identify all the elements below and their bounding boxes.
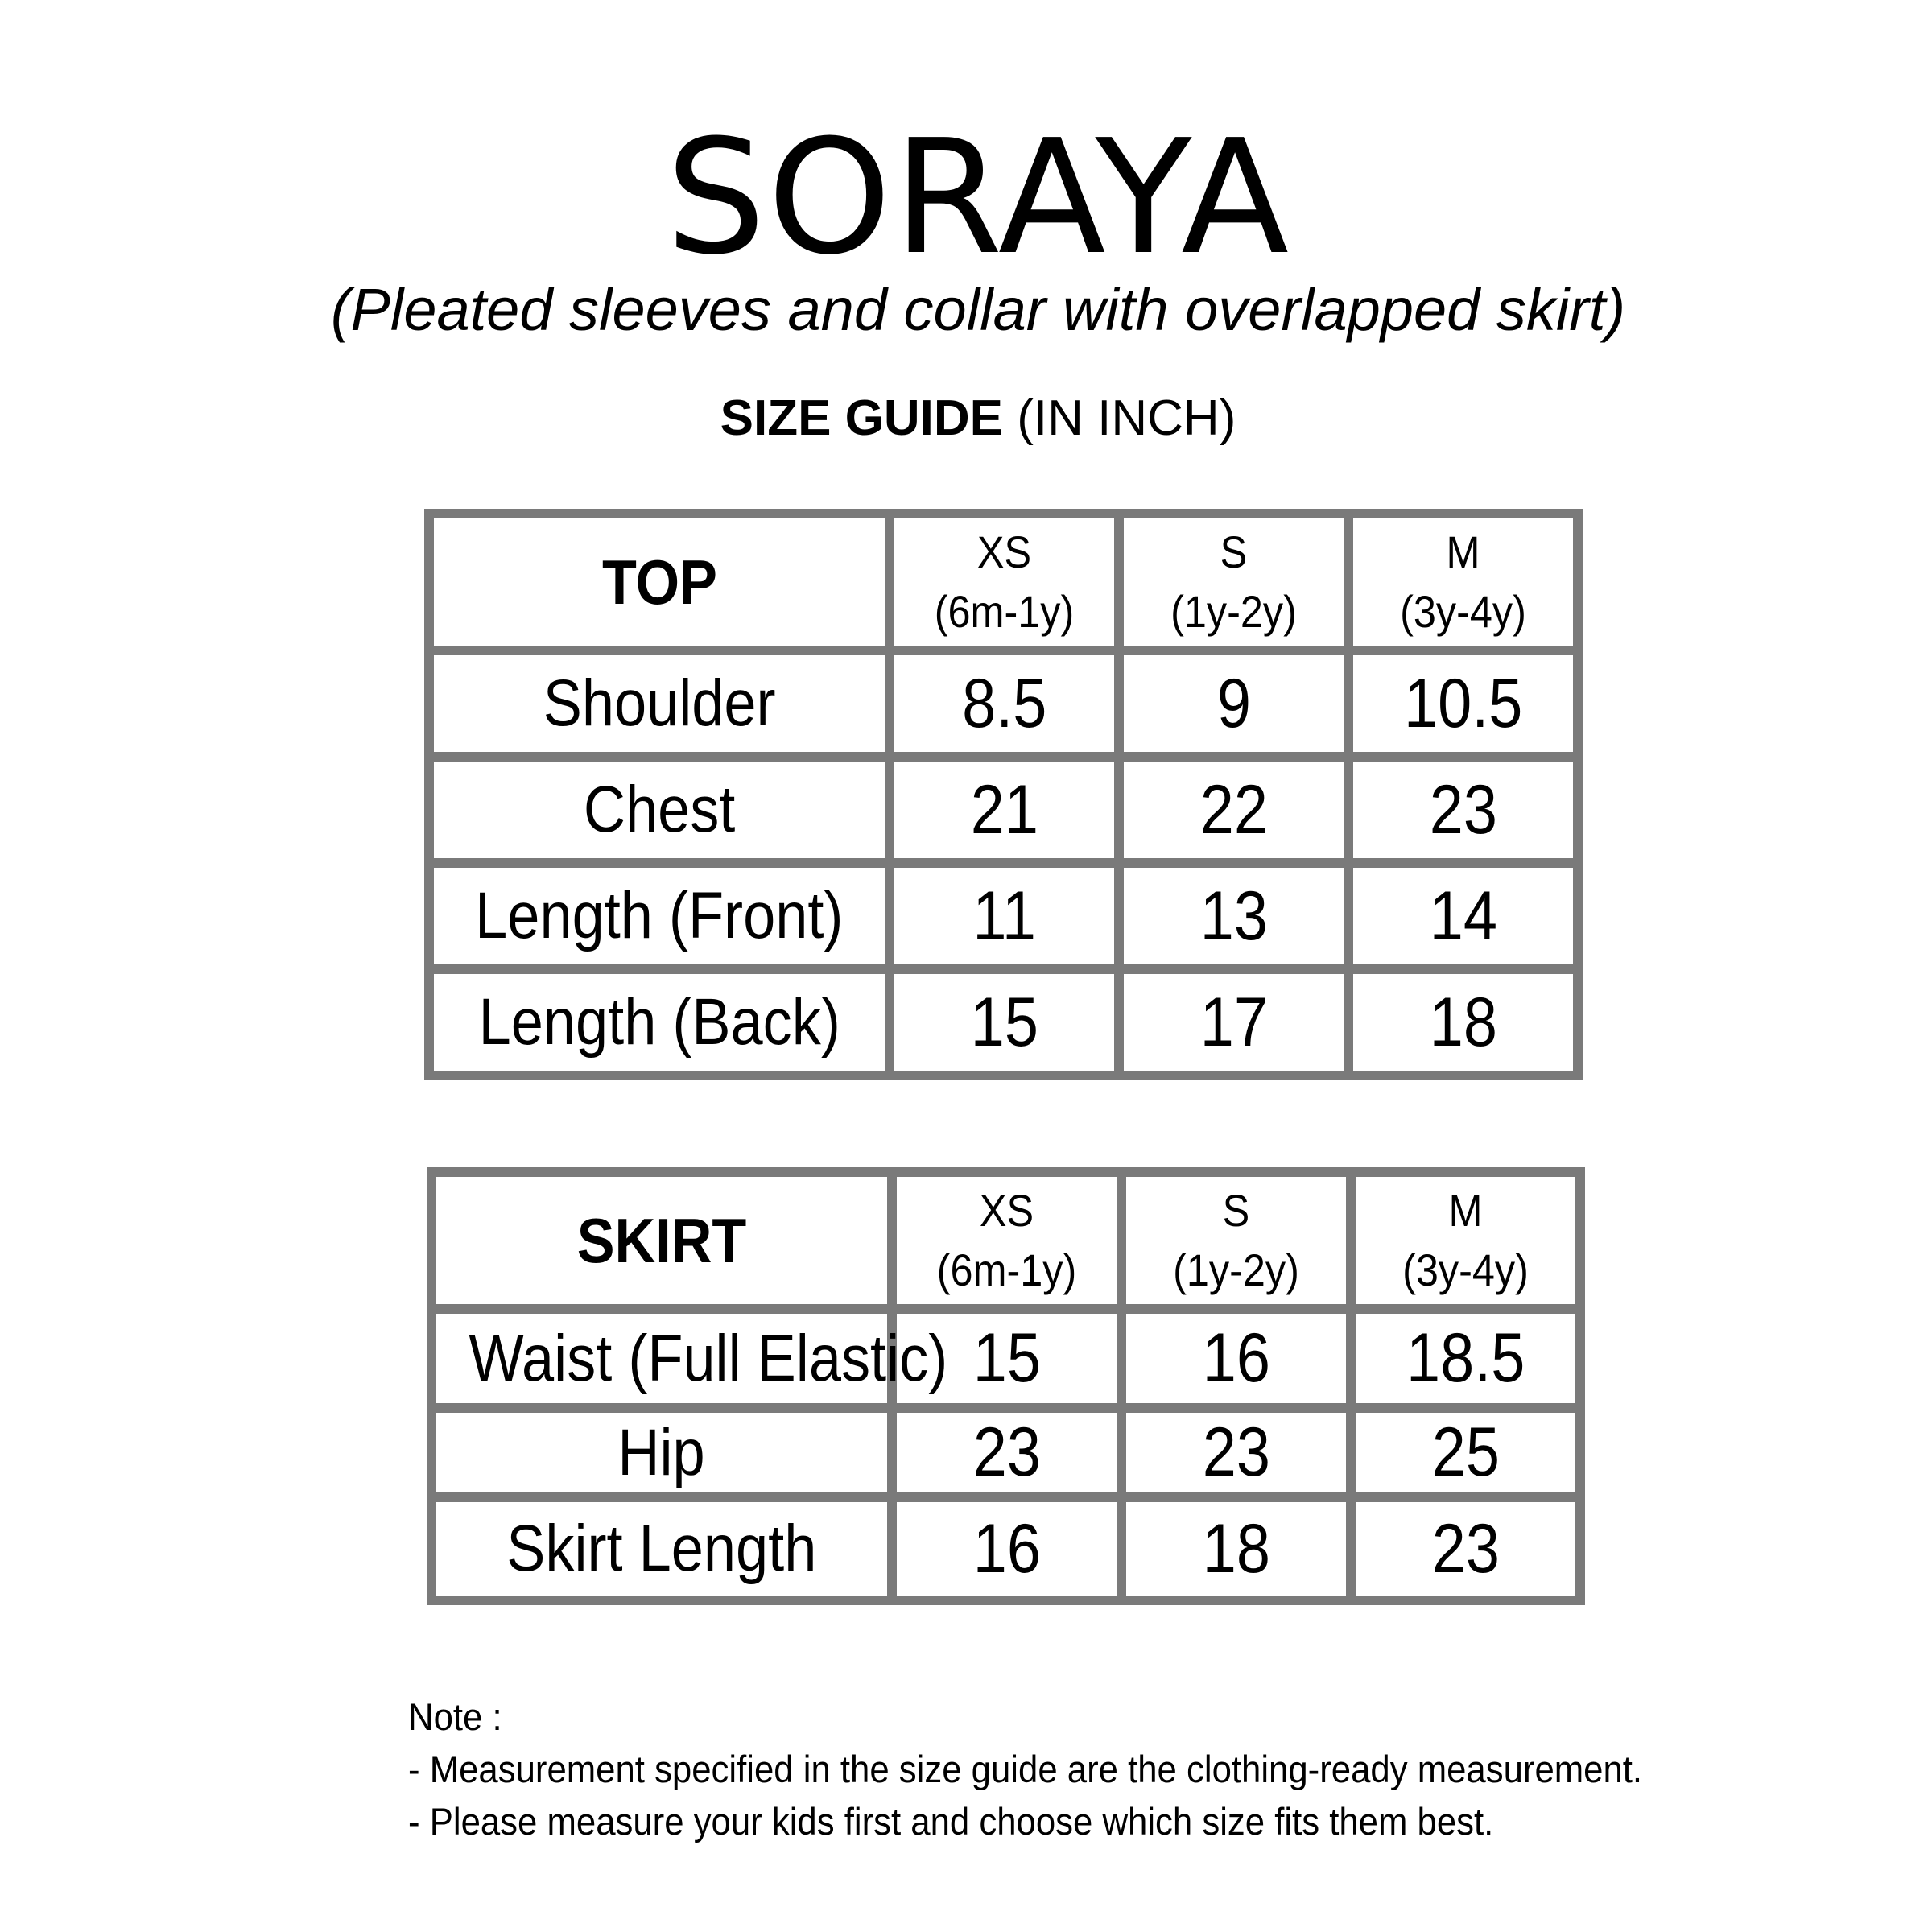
size-header-m xyxy=(1348,514,1578,650)
size-header-s xyxy=(1119,514,1348,650)
cell-value: 15 xyxy=(972,1319,1041,1397)
value-cell xyxy=(1121,1408,1351,1497)
value-cell xyxy=(1119,863,1348,969)
size-age: (1y-2y) xyxy=(1170,586,1297,637)
cell-value: 22 xyxy=(1199,770,1268,848)
cell-value: 18 xyxy=(1429,983,1497,1061)
cell-value: 18 xyxy=(1202,1509,1270,1587)
cell-value: 25 xyxy=(1431,1414,1500,1491)
size-age: (6m-1y) xyxy=(934,586,1075,637)
product-subtitle: (Pleated sleeves and collar with overlapped skirt) xyxy=(330,276,1626,343)
value-cell xyxy=(1121,1497,1351,1600)
size-age: (3y-4y) xyxy=(1402,1245,1529,1295)
size-header-xs xyxy=(892,1172,1121,1309)
value-cell xyxy=(1121,1309,1351,1408)
size-header-s xyxy=(1121,1172,1351,1309)
table-row xyxy=(429,969,1578,1075)
row-label: Skirt Length xyxy=(506,1512,817,1585)
cell-value: 15 xyxy=(970,983,1038,1061)
row-label: Length (Back) xyxy=(478,985,840,1059)
notes-section xyxy=(408,1690,1922,1847)
value-cell xyxy=(890,757,1119,863)
row-label: Waist (Full Elastic) xyxy=(469,1321,948,1395)
row-label-cell xyxy=(429,863,890,969)
value-cell xyxy=(1348,757,1578,863)
row-label: Chest xyxy=(583,773,736,846)
cell-value: 23 xyxy=(1431,1509,1500,1587)
cell-value: 16 xyxy=(1202,1319,1270,1397)
row-label: Hip xyxy=(617,1415,706,1489)
cell-value: 8.5 xyxy=(961,664,1047,742)
cell-value: 9 xyxy=(1216,664,1251,742)
size-name: XS xyxy=(979,1185,1034,1236)
size-header-m xyxy=(1351,1172,1580,1309)
cell-value: 11 xyxy=(972,877,1036,955)
table-row xyxy=(431,1408,1580,1497)
value-cell xyxy=(1351,1497,1580,1600)
note-line: - Measurement specified in the size guide are the clothing-ready measurement. xyxy=(408,1748,1643,1790)
size-age: (3y-4y) xyxy=(1400,586,1526,637)
row-label-cell xyxy=(429,969,890,1075)
note-line: - Please measure your kids first and choose which size fits them best. xyxy=(408,1800,1494,1843)
table-row xyxy=(431,1497,1580,1600)
value-cell xyxy=(890,650,1119,757)
cell-value: 17 xyxy=(1199,983,1268,1061)
cell-value: 18.5 xyxy=(1406,1319,1525,1397)
cell-value: 13 xyxy=(1199,877,1268,955)
size-name: S xyxy=(1222,1185,1250,1236)
size-guide-heading-bold: SIZE GUIDE xyxy=(720,390,1004,446)
value-cell xyxy=(1348,650,1578,757)
value-cell xyxy=(890,863,1119,969)
cell-value: 14 xyxy=(1429,877,1497,955)
size-name: XS xyxy=(976,526,1032,577)
top-size-table xyxy=(424,509,1583,1080)
product-title: SORAYA xyxy=(665,106,1291,290)
value-cell xyxy=(1351,1408,1580,1497)
cell-value: 10.5 xyxy=(1403,664,1523,742)
size-name: S xyxy=(1220,526,1248,577)
table-section-label: TOP xyxy=(429,514,890,650)
cell-value: 23 xyxy=(972,1414,1041,1491)
size-age: (1y-2y) xyxy=(1173,1245,1299,1295)
row-label-cell xyxy=(429,650,890,757)
cell-value: 23 xyxy=(1429,770,1497,848)
size-age: (6m-1y) xyxy=(936,1245,1077,1295)
row-label-cell xyxy=(431,1408,892,1497)
table-header-row xyxy=(431,1172,1580,1309)
table-row xyxy=(429,650,1578,757)
row-label: Shoulder xyxy=(543,667,776,740)
table-header-row xyxy=(429,514,1578,650)
value-cell xyxy=(892,1408,1121,1497)
value-cell xyxy=(1348,969,1578,1075)
cell-value: 16 xyxy=(972,1509,1041,1587)
row-label: Length (Front) xyxy=(475,879,844,952)
value-cell xyxy=(1348,863,1578,969)
cell-value: 23 xyxy=(1202,1414,1270,1491)
value-cell xyxy=(892,1497,1121,1600)
value-cell xyxy=(890,969,1119,1075)
value-cell xyxy=(1119,969,1348,1075)
size-guide-heading-unit: (IN INCH) xyxy=(1003,390,1236,446)
value-cell xyxy=(1119,757,1348,863)
size-header-xs xyxy=(890,514,1119,650)
value-cell xyxy=(1351,1309,1580,1408)
table-row xyxy=(429,757,1578,863)
table-row xyxy=(431,1309,1580,1408)
size-guide-heading xyxy=(0,390,1932,447)
value-cell xyxy=(1119,650,1348,757)
row-label-cell xyxy=(431,1309,948,1408)
table-section-label: SKIRT xyxy=(431,1172,892,1309)
row-label-cell xyxy=(429,757,890,863)
size-name: M xyxy=(1446,526,1480,577)
table-row xyxy=(429,863,1578,969)
row-label-cell xyxy=(431,1497,892,1600)
notes-heading: Note : xyxy=(408,1695,502,1738)
size-name: M xyxy=(1448,1185,1483,1236)
skirt-size-table xyxy=(427,1167,1585,1605)
cell-value: 21 xyxy=(970,770,1038,848)
